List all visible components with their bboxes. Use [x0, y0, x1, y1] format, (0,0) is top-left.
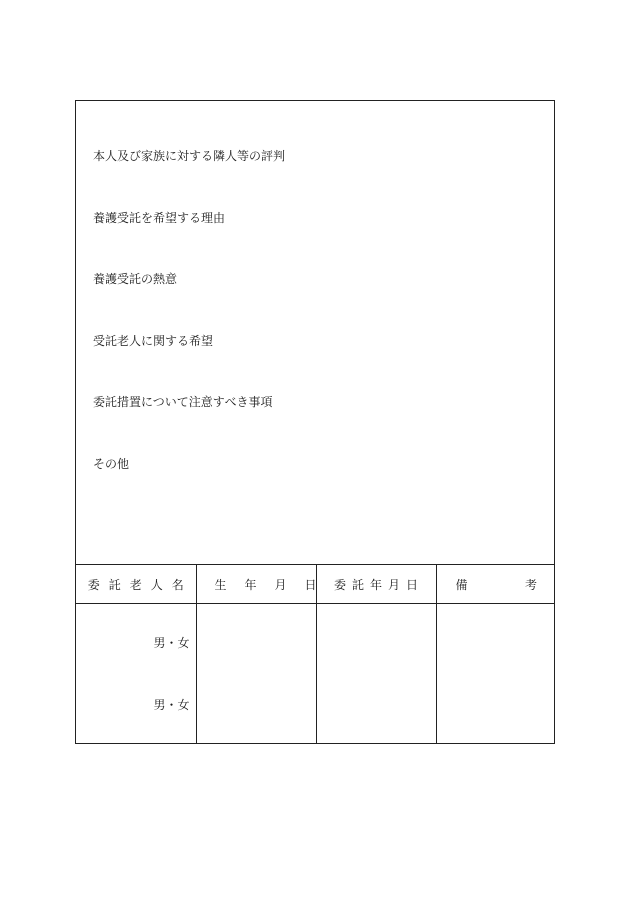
header-remarks-label — [437, 576, 555, 593]
header-remarks — [436, 565, 554, 604]
remarks-cell[interactable] — [436, 604, 554, 745]
entrusted-date-cell[interactable] — [316, 604, 436, 745]
note-label-enthusiasm: 養護受託の熱意 — [93, 272, 178, 286]
header-birth-date-label: 生年月日 — [214, 577, 335, 592]
note-label-neighbor-reputation: 本人及び家族に対する隣人等の評判 — [93, 149, 286, 163]
note-label-reason-for-request: 養護受託を希望する理由 — [93, 211, 226, 225]
notes-section — [76, 101, 554, 564]
note-label-preferences: 受託老人に関する希望 — [93, 334, 214, 348]
header-elderly-name-label: 委託老人名 — [87, 577, 193, 592]
note-label-cautions: 委託措置について注意すべき事項 — [93, 395, 273, 409]
gender-option-2: 男・女 — [153, 698, 190, 712]
birth-date-cell[interactable] — [196, 604, 316, 745]
table-header-row — [76, 565, 554, 604]
header-elderly-name — [76, 565, 196, 604]
header-entrusted-date — [316, 565, 436, 604]
header-birth-date — [196, 565, 335, 604]
gender-option-1: 男・女 — [153, 636, 190, 650]
table-row — [76, 604, 554, 745]
elderly-name-cell[interactable] — [76, 604, 196, 745]
header-remarks-char-1: 備 — [455, 577, 468, 592]
header-remarks-char-2: 考 — [524, 577, 537, 592]
header-entrusted-date-label: 委託年月日 — [333, 577, 424, 592]
elderly-info-table — [76, 564, 554, 744]
form-frame — [75, 100, 555, 744]
note-label-other: その他 — [93, 457, 130, 471]
